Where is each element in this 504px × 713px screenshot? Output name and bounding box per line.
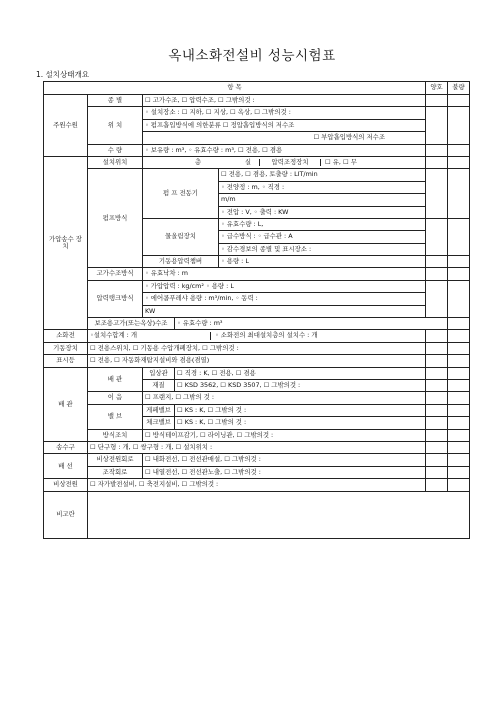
good-cell[interactable] bbox=[426, 379, 448, 391]
bad-cell[interactable] bbox=[448, 280, 470, 317]
good-cell[interactable] bbox=[426, 268, 448, 280]
header-item: 항 목 bbox=[44, 82, 426, 95]
good-cell[interactable] bbox=[426, 280, 448, 317]
hydrant-max-floor: ◦ 소화전의 최대설치층의 설치수 : 개 bbox=[215, 331, 318, 340]
valve-label: 밸 브 bbox=[88, 404, 143, 429]
install-room: 실 bbox=[244, 157, 251, 166]
good-cell[interactable] bbox=[426, 107, 448, 144]
good-cell[interactable] bbox=[426, 95, 448, 107]
table-row bbox=[44, 342, 470, 354]
table-row bbox=[44, 441, 470, 453]
priming-3: ◦ 감수경보의 종별 및 표시장소 : bbox=[219, 243, 426, 255]
kind-value: ☐ 고가수조, ☐ 압력수조, ☐ 그밖의것 : bbox=[143, 95, 426, 107]
pressure-supply-label: 가압송수 장 치 bbox=[44, 156, 88, 329]
good-cell[interactable] bbox=[426, 342, 448, 354]
good-cell[interactable] bbox=[426, 417, 448, 429]
pressure-tank-label: 압력탱크방식 bbox=[88, 280, 143, 317]
pipe-material-value: ☐ KSD 3562, ☐ KSD 3507, ☐ 그밖의것 : bbox=[175, 379, 426, 391]
starter-value: ☐ 전용스위치, ☐ 기동용 수압개폐장치, ☐ 그밖의것 : bbox=[88, 342, 426, 354]
elevated-tank-1: ◦ 유효낙차 : m bbox=[143, 268, 426, 280]
good-cell[interactable] bbox=[426, 156, 448, 168]
location-line-2: ◦ 펌프흡입방식에 의한분류 ☐ 정압흡입방식의 저수조 bbox=[143, 119, 426, 131]
pump-motor-1: ☐ 전용, ☐ 겸용, 토출량 : LIT/min bbox=[219, 169, 426, 181]
joint-value: ☐ 프랜지, ☐ 그밖의 것 : bbox=[143, 392, 426, 404]
emergency-power-value: ☐ 자가발전설비, ☐ 축전지설비, ☐ 그밖의것 : bbox=[88, 479, 426, 491]
pump-motor-4: ◦ 전압 : V, ◦ 출력 : KW bbox=[219, 206, 426, 218]
location-label: 위 치 bbox=[88, 107, 143, 144]
table-row bbox=[44, 95, 470, 107]
location-line-3: ☐ 부압흡입방식의 저수조 bbox=[143, 132, 426, 144]
good-cell[interactable] bbox=[426, 256, 448, 268]
bad-cell[interactable] bbox=[448, 268, 470, 280]
pump-motor-2: ◦ 전양정 : m, ◦ 직경 : bbox=[219, 181, 426, 193]
install-floor: 층 bbox=[194, 157, 201, 166]
pipe-riser-label: 입상관 bbox=[143, 367, 175, 379]
good-cell[interactable] bbox=[426, 441, 448, 453]
control-circuit-label: 조작회로 bbox=[88, 466, 143, 478]
priming-label: 물올림장치 bbox=[143, 218, 219, 255]
pressure-tank-1: ◦ 가압압력 : kg/cm² ◦ 용량 : L bbox=[143, 280, 426, 292]
pressure-tank-2: ◦ 에어콤푸레샤 용량 : m³/min, ◦ 동력 : bbox=[143, 293, 426, 305]
elevated-tank-label: 고가수조방식 bbox=[88, 268, 143, 280]
pipe-material-label: 재질 bbox=[143, 379, 175, 391]
table-row bbox=[44, 404, 470, 416]
gate-valve-label: 게페밸브 bbox=[143, 404, 175, 416]
joint-label: 이 음 bbox=[88, 392, 143, 404]
location-line-1: ◦ 설치장소 : ☐ 지하, ☐ 지상, ☐ 옥상, ☐ 그밖의것 : bbox=[143, 107, 426, 119]
bad-cell[interactable] bbox=[448, 429, 470, 441]
section-heading: 1. 설치상태개요 bbox=[36, 70, 90, 79]
table-row bbox=[44, 318, 470, 330]
bad-cell[interactable] bbox=[448, 169, 470, 219]
good-cell[interactable] bbox=[448, 318, 470, 330]
good-cell[interactable] bbox=[426, 330, 448, 342]
header-bad: 불량 bbox=[448, 82, 470, 95]
check-valve-label: 체크밸브 bbox=[143, 417, 175, 429]
pressure-regulator-opt: ☐ 유, ☐ 무 bbox=[325, 157, 357, 166]
good-cell[interactable] bbox=[426, 218, 448, 255]
starter-label: 기동장치 bbox=[44, 342, 88, 354]
gate-valve-value: ☐ KS : K, ☐ 그밖의 것 : bbox=[175, 404, 426, 416]
start-tank-1: ◦ 용량 : L bbox=[219, 256, 426, 268]
table-row bbox=[44, 330, 470, 342]
remarks-label: 비고란 bbox=[44, 491, 88, 538]
table-row bbox=[44, 107, 470, 119]
emergency-circuit-value: ☐ 내화전선, ☐ 전선관매설, ☐ 그밖의것 : bbox=[143, 454, 426, 466]
table-row bbox=[44, 355, 470, 367]
good-cell[interactable] bbox=[426, 355, 448, 367]
bad-cell[interactable] bbox=[448, 107, 470, 144]
bad-cell[interactable] bbox=[448, 417, 470, 429]
indicator-label: 표시등 bbox=[44, 355, 88, 367]
pressure-regulator-label: 압력조정장치 bbox=[259, 159, 321, 166]
quantity-label: 수 량 bbox=[88, 144, 143, 156]
performance-test-table bbox=[43, 81, 470, 539]
install-row bbox=[143, 157, 425, 168]
emergency-circuit-label: 비상전원회로 bbox=[88, 454, 143, 466]
table-row bbox=[44, 169, 470, 181]
indicator-value: ☐ 전용, ☐ 자동화재탐지설비와 겸용(겸열) bbox=[88, 355, 426, 367]
pipe-riser-value: ☐ 직경 : K, ☐ 전용, ☐ 겸용 bbox=[175, 367, 426, 379]
bad-cell[interactable] bbox=[448, 355, 470, 367]
bad-cell[interactable] bbox=[448, 379, 470, 391]
pipe-label: 배 관 bbox=[88, 367, 143, 392]
good-cell[interactable] bbox=[426, 454, 448, 466]
corrosion-label: 방식조치 bbox=[88, 429, 143, 441]
pressure-tank-3: KW bbox=[143, 305, 426, 317]
pump-motor-label: 펌 프 전동기 bbox=[143, 169, 219, 219]
bad-cell[interactable] bbox=[448, 392, 470, 404]
table-row bbox=[44, 491, 470, 538]
start-tank-label: 기동용압력챔버 bbox=[143, 256, 219, 268]
document-title: 옥내소화전설비 성능시험표 bbox=[168, 48, 336, 64]
hydrant-label: 소화전 bbox=[44, 330, 88, 342]
bad-cell[interactable] bbox=[448, 367, 470, 379]
bad-cell[interactable] bbox=[448, 256, 470, 268]
fdc-label: 송수구 bbox=[44, 441, 88, 453]
good-cell[interactable] bbox=[426, 404, 448, 416]
table-row bbox=[44, 429, 470, 441]
bad-cell[interactable] bbox=[448, 466, 470, 478]
piping-label: 배 관 bbox=[44, 367, 88, 441]
bad-cell[interactable] bbox=[448, 156, 470, 168]
good-cell[interactable] bbox=[426, 466, 448, 478]
priming-1: ◦ 유효수량 : L, bbox=[219, 218, 426, 230]
quantity-value: ◦ 보유량 : m³, ◦ 유효수량 : m³, ☐ 전용, ☐ 겸용 bbox=[143, 144, 426, 156]
table-row bbox=[44, 454, 470, 466]
table-row bbox=[44, 392, 470, 404]
table-header-row bbox=[44, 82, 470, 95]
main-water-label: 주원수원 bbox=[44, 95, 88, 157]
bad-cell[interactable] bbox=[448, 454, 470, 466]
bad-cell[interactable] bbox=[448, 330, 470, 342]
table-row bbox=[44, 268, 470, 280]
table-row bbox=[44, 367, 470, 379]
control-circuit-value: ☐ 내열전선, ☐ 전선관노출, ☐ 그밖의것 : bbox=[143, 466, 426, 478]
good-cell[interactable] bbox=[426, 479, 448, 491]
bad-cell[interactable] bbox=[448, 342, 470, 354]
wiring-label: 배 선 bbox=[44, 454, 88, 479]
aux-tank-value: ◦ 유효수량 : m³ bbox=[175, 318, 448, 330]
good-cell[interactable] bbox=[426, 367, 448, 379]
good-cell[interactable] bbox=[426, 429, 448, 441]
table-row bbox=[44, 156, 470, 168]
corrosion-value: ☐ 방식테이프감기, ☐ 라이닝관, ☐ 그밖의것 : bbox=[143, 429, 426, 441]
good-cell[interactable] bbox=[426, 392, 448, 404]
table-row bbox=[44, 466, 470, 478]
bad-cell[interactable] bbox=[448, 479, 470, 491]
bad-cell[interactable] bbox=[448, 95, 470, 107]
table-row bbox=[44, 479, 470, 491]
good-cell[interactable] bbox=[426, 144, 448, 156]
bad-cell[interactable] bbox=[448, 441, 470, 453]
fdc-value: ☐ 단구형 : 개, ☐ 쌍구형 : 개, ☐ 설치위치 : bbox=[88, 441, 426, 453]
good-cell[interactable] bbox=[426, 169, 448, 219]
emergency-power-label: 비상전원 bbox=[44, 479, 88, 491]
kind-label: 종 별 bbox=[88, 95, 143, 107]
aux-tank-label: 보조용고가(또는옥상)수조 bbox=[88, 318, 175, 330]
header-good: 양호 bbox=[426, 82, 448, 95]
bad-cell[interactable] bbox=[448, 404, 470, 416]
hydrant-row bbox=[88, 330, 425, 341]
bad-cell[interactable] bbox=[448, 218, 470, 255]
check-valve-value: ☐ KS : K, ☐ 그밖의 것 : bbox=[175, 417, 426, 429]
remarks-field[interactable] bbox=[88, 491, 470, 538]
table-row bbox=[44, 144, 470, 156]
install-label: 설치위치 bbox=[88, 156, 143, 168]
pump-motor-3: m/m bbox=[219, 194, 426, 206]
table-row bbox=[44, 280, 470, 292]
bad-cell[interactable] bbox=[448, 144, 470, 156]
pump-method-label: 펌프방식 bbox=[88, 169, 143, 268]
hydrant-total: ◦설치수합계 : 개 bbox=[88, 332, 211, 339]
priming-2: ◦ 급수방식 : ◦ 급수관 : A bbox=[219, 231, 426, 243]
